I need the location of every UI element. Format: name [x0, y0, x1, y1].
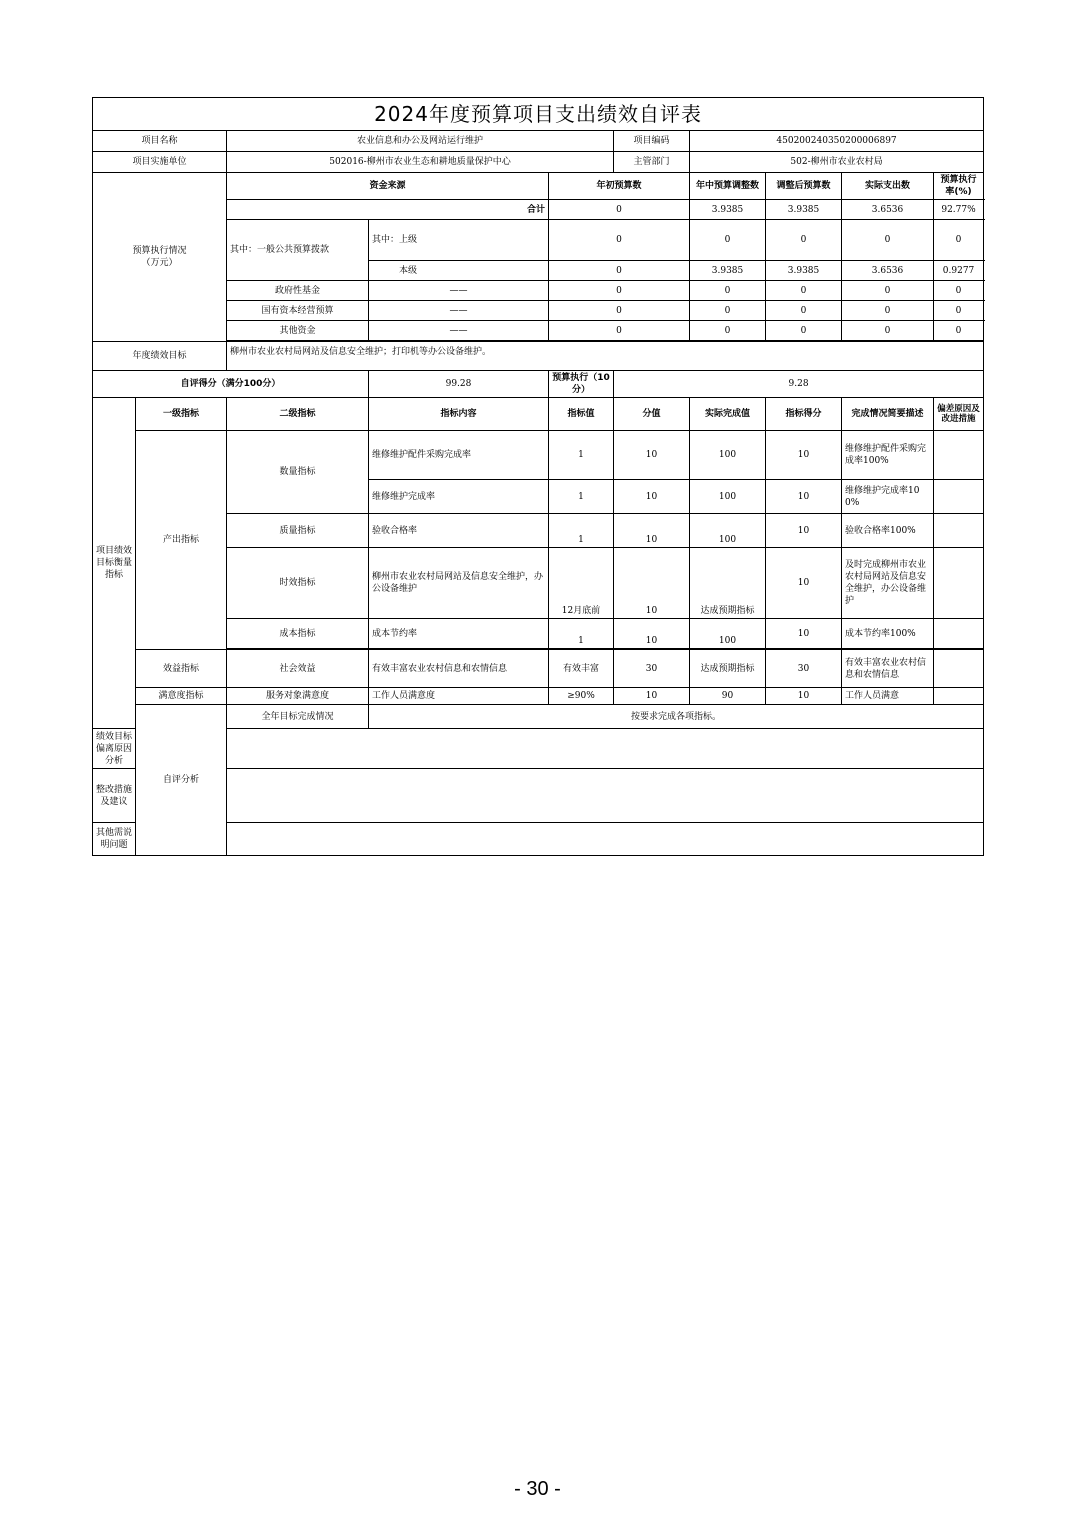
cost-desc: 成本节约率100%	[842, 619, 934, 649]
ind-header-level1: 一级指标	[136, 398, 227, 431]
ind-header-desc: 完成情况简要描述	[842, 398, 934, 431]
budget-upper-adjusted: 0	[766, 220, 842, 261]
exec-score-value: 9.28	[614, 371, 984, 398]
budget-upper-rate: 0	[934, 220, 984, 261]
budget-other-label: 其他资金	[227, 321, 369, 341]
evaluation-table	[92, 97, 984, 856]
project-code-label: 项目编码	[614, 131, 690, 152]
satisfaction-indicator-level1: 满意度指标	[136, 688, 227, 705]
budget-upper-midyear: 0	[690, 220, 766, 261]
budget-local-midyear: 3.9385	[690, 261, 766, 281]
qty-row-target: 1	[549, 480, 614, 514]
satisfaction-desc: 工作人员满意	[842, 688, 934, 705]
cost-deviation	[934, 619, 984, 649]
budget-other-rate: 0	[934, 321, 984, 341]
budget-other-actual: 0	[842, 321, 934, 341]
budget-local-initial: 0	[549, 261, 690, 281]
budget-total-rate: 92.77%	[934, 200, 984, 220]
cost-content: 成本节约率	[369, 619, 549, 649]
qty-indicator-label: 数量指标	[227, 431, 369, 514]
quality-desc: 验收合格率100%	[842, 514, 934, 548]
page-number: - 30 -	[514, 1478, 561, 1500]
qty-row-points: 10	[614, 431, 690, 480]
budget-state-capital-adjusted: 0	[766, 301, 842, 321]
qty-row-content: 维修维护完成率	[369, 480, 549, 514]
budget-state-capital-initial: 0	[549, 301, 690, 321]
benefit-score: 30	[766, 650, 842, 688]
analysis-row-text	[227, 823, 984, 856]
budget-total-label: 合计	[227, 200, 549, 220]
indicators-section-label: 项目绩效目标衡量指标	[93, 398, 136, 729]
budget-state-capital-rate: 0	[934, 301, 984, 321]
dept: 502-柳州市农业农村局	[690, 152, 984, 173]
benefit-indicator-label: 社会效益	[227, 650, 369, 688]
budget-gov-fund-adjusted: 0	[766, 281, 842, 301]
annual-goal-text: 柳州市农业农村局网站及信息安全维护；打印机等办公设备维护。	[227, 342, 984, 371]
budget-upper-actual: 0	[842, 220, 934, 261]
qty-row-content: 维修维护配件采购完成率	[369, 431, 549, 480]
budget-total-adjusted: 3.9385	[766, 200, 842, 220]
cost-indicator-label: 成本指标	[227, 619, 369, 649]
cost-points: 10	[614, 619, 690, 649]
qty-row-deviation	[934, 480, 984, 514]
ind-header-level2: 二级指标	[227, 398, 369, 431]
quality-target: 1	[549, 514, 614, 548]
budget-gov-fund-label: 政府性基金	[227, 281, 369, 301]
analysis-row-label: 整改措施及建议	[93, 769, 136, 823]
ind-header-score: 指标得分	[766, 398, 842, 431]
benefit-actual: 达成预期指标	[690, 650, 766, 688]
timely-score: 10	[766, 548, 842, 619]
timely-indicator-label: 时效指标	[227, 548, 369, 619]
satisfaction-points: 10	[614, 688, 690, 705]
budget-gov-fund-initial: 0	[549, 281, 690, 301]
budget-other-adjusted: 0	[766, 321, 842, 341]
evaluation-sheet	[92, 97, 983, 856]
budget-header-initial: 年初预算数	[549, 173, 690, 200]
budget-gov-fund-midyear: 0	[690, 281, 766, 301]
satisfaction-content: 工作人员满意度	[369, 688, 549, 705]
quality-actual: 100	[690, 514, 766, 548]
annual-goal-label: 年度绩效目标	[93, 342, 227, 371]
quality-indicator-label: 质量指标	[227, 514, 369, 548]
budget-total-actual: 3.6536	[842, 200, 934, 220]
budget-local-rate: 0.9277	[934, 261, 984, 281]
analysis-row-text	[227, 769, 984, 823]
timely-target: 12月底前	[549, 548, 614, 619]
budget-other-initial: 0	[549, 321, 690, 341]
satisfaction-actual: 90	[690, 688, 766, 705]
budget-local-actual: 3.6536	[842, 261, 934, 281]
analysis-row-label: 全年目标完成情况	[227, 705, 369, 729]
budget-other-dash: ——	[369, 321, 549, 341]
analysis-row-label: 绩效目标偏离原因分析	[93, 729, 136, 769]
ind-header-points: 分值	[614, 398, 690, 431]
budget-header-adjusted: 调整后预算数	[766, 173, 842, 200]
qty-row-deviation	[934, 431, 984, 480]
benefit-deviation	[934, 650, 984, 688]
satisfaction-score: 10	[766, 688, 842, 705]
project-name-label: 项目名称	[93, 131, 227, 152]
analysis-section-label: 自评分析	[136, 705, 227, 856]
qty-row-score: 10	[766, 431, 842, 480]
analysis-row-text: 按要求完成各项指标。	[369, 705, 984, 729]
benefit-points: 30	[614, 650, 690, 688]
budget-gov-fund-dash: ——	[369, 281, 549, 301]
quality-score: 10	[766, 514, 842, 548]
qty-row-desc: 维修维护完成率100%	[842, 480, 934, 514]
analysis-row-label: 其他需说明问题	[93, 823, 136, 856]
qty-row-actual: 100	[690, 480, 766, 514]
budget-header-midyear: 年中预算调整数	[690, 173, 766, 200]
ind-header-actual: 实际完成值	[690, 398, 766, 431]
exec-score-label: 预算执行（10分）	[549, 371, 614, 398]
cost-target: 1	[549, 619, 614, 649]
budget-general-label: 其中：一般公共预算拨款	[227, 220, 369, 281]
analysis-row-text	[227, 729, 984, 769]
budget-upper-label: 其中：上级	[369, 220, 549, 261]
qty-row-points: 10	[614, 480, 690, 514]
dept-label: 主管部门	[614, 152, 690, 173]
budget-upper-initial: 0	[549, 220, 690, 261]
budget-total-midyear: 3.9385	[690, 200, 766, 220]
benefit-target: 有效丰富	[549, 650, 614, 688]
project-code: 450200240350200006897	[690, 131, 984, 152]
benefit-indicator-level1: 效益指标	[136, 650, 227, 688]
self-score-value: 99.28	[369, 371, 549, 398]
budget-total-initial: 0	[549, 200, 690, 220]
qty-row-target: 1	[549, 431, 614, 480]
quality-points: 10	[614, 514, 690, 548]
output-indicator-label: 产出指标	[136, 431, 227, 650]
ind-header-content: 指标内容	[369, 398, 549, 431]
benefit-content: 有效丰富农业农村信息和农情信息	[369, 650, 549, 688]
timely-content: 柳州市农业农村局网站及信息安全维护，办公设备维护	[369, 548, 549, 619]
cost-score: 10	[766, 619, 842, 649]
budget-header-rate: 预算执行率(%)	[934, 173, 984, 200]
impl-unit-label: 项目实施单位	[93, 152, 227, 173]
benefit-desc: 有效丰富农业农村信息和农情信息	[842, 650, 934, 688]
qty-row-actual: 100	[690, 431, 766, 480]
project-name: 农业信息和办公及网站运行维护	[227, 131, 614, 152]
cost-actual: 100	[690, 619, 766, 649]
timely-actual: 达成预期指标	[690, 548, 766, 619]
budget-gov-fund-rate: 0	[934, 281, 984, 301]
budget-header-actual: 实际支出数	[842, 173, 934, 200]
qty-row-desc: 维修维护配件采购完成率100%	[842, 431, 934, 480]
budget-state-capital-actual: 0	[842, 301, 934, 321]
budget-state-capital-midyear: 0	[690, 301, 766, 321]
satisfaction-target: ≥90%	[549, 688, 614, 705]
satisfaction-indicator-label: 服务对象满意度	[227, 688, 369, 705]
timely-points: 10	[614, 548, 690, 619]
budget-local-label: 本级	[369, 261, 549, 281]
budget-gov-fund-actual: 0	[842, 281, 934, 301]
budget-section-label: 预算执行情况 （万元）	[93, 173, 227, 342]
impl-unit: 502016-柳州市农业生态和耕地质量保护中心	[227, 152, 614, 173]
qty-row-score: 10	[766, 480, 842, 514]
self-score-label: 自评得分（满分100分）	[93, 371, 369, 398]
quality-content: 验收合格率	[369, 514, 549, 548]
ind-header-target: 指标值	[549, 398, 614, 431]
budget-other-midyear: 0	[690, 321, 766, 341]
timely-desc: 及时完成柳州市农业农村局网站及信息安全维护，办公设备维护	[842, 548, 934, 619]
budget-header-source: 资金来源	[227, 173, 549, 200]
budget-state-capital-label: 国有资本经营预算	[227, 301, 369, 321]
page-title: 2024年度预算项目支出绩效自评表	[93, 98, 984, 131]
budget-state-capital-dash: ——	[369, 301, 549, 321]
satisfaction-deviation	[934, 688, 984, 705]
budget-local-adjusted: 3.9385	[766, 261, 842, 281]
timely-deviation	[934, 548, 984, 619]
ind-header-deviation: 偏差原因及改进措施	[934, 398, 984, 431]
quality-deviation	[934, 514, 984, 548]
